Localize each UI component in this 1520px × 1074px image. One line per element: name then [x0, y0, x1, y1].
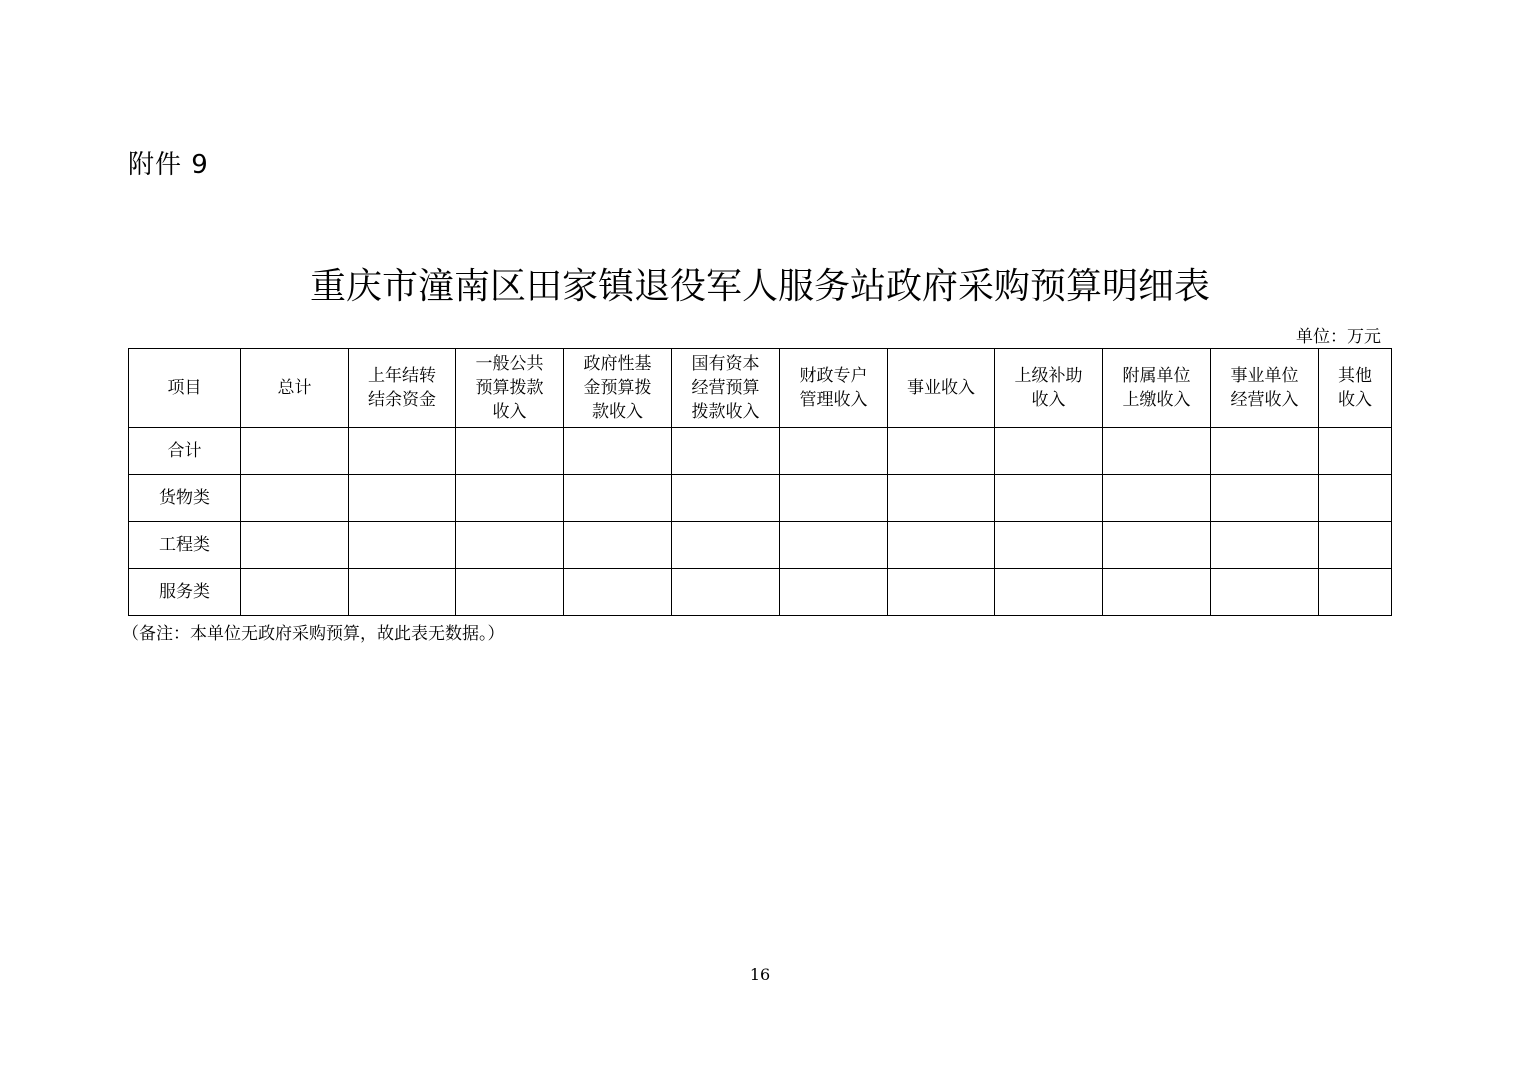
- table-cell: [672, 428, 780, 475]
- column-header: 总计: [241, 349, 349, 428]
- table-cell: [888, 522, 995, 569]
- table-cell: [1319, 569, 1392, 616]
- table-cell: [564, 428, 672, 475]
- table-cell: [1319, 428, 1392, 475]
- column-header: 财政专户管理收入: [780, 349, 888, 428]
- column-header: 一般公共预算拨款收入: [456, 349, 564, 428]
- column-header: 其他收入: [1319, 349, 1392, 428]
- table-cell: [456, 522, 564, 569]
- table-cell: [780, 475, 888, 522]
- table-cell: [349, 522, 456, 569]
- page-number: 16: [749, 965, 771, 984]
- table-cell: [888, 475, 995, 522]
- column-header: 上级补助收入: [995, 349, 1103, 428]
- table-cell: [1211, 569, 1319, 616]
- table-note: （备注：本单位无政府采购预算，故此表无数据。）: [122, 624, 505, 644]
- column-header: 国有资本经营预算拨款收入: [672, 349, 780, 428]
- table-cell: [1103, 522, 1211, 569]
- column-header: 附属单位上缴收入: [1103, 349, 1211, 428]
- table-cell: [672, 475, 780, 522]
- table-row: [129, 569, 1392, 616]
- table-cell: [888, 569, 995, 616]
- column-header: 项目: [129, 349, 241, 428]
- row-label: 工程类: [129, 522, 241, 569]
- table-cell: [995, 428, 1103, 475]
- table-header-row: [129, 349, 1392, 428]
- table-cell: [564, 569, 672, 616]
- table-cell: [564, 522, 672, 569]
- table-cell: [1103, 475, 1211, 522]
- unit-label: 单位：万元: [1296, 327, 1381, 347]
- table-cell: [1319, 522, 1392, 569]
- column-header: 上年结转结余资金: [349, 349, 456, 428]
- table-cell: [780, 428, 888, 475]
- table-cell: [995, 475, 1103, 522]
- table-cell: [1211, 475, 1319, 522]
- table-cell: [1319, 475, 1392, 522]
- table-row: [129, 475, 1392, 522]
- table-cell: [241, 569, 349, 616]
- table-cell: [241, 522, 349, 569]
- row-label: 货物类: [129, 475, 241, 522]
- row-label: 合计: [129, 428, 241, 475]
- table-cell: [1211, 428, 1319, 475]
- column-header: 事业收入: [888, 349, 995, 428]
- column-header: 事业单位经营收入: [1211, 349, 1319, 428]
- table-cell: [241, 475, 349, 522]
- row-label: 服务类: [129, 569, 241, 616]
- table-cell: [1211, 522, 1319, 569]
- table-cell: [456, 475, 564, 522]
- table-cell: [349, 475, 456, 522]
- table-cell: [672, 522, 780, 569]
- table-cell: [995, 522, 1103, 569]
- table-cell: [672, 569, 780, 616]
- attachment-label: 附件 9: [128, 150, 209, 180]
- table-cell: [995, 569, 1103, 616]
- table-cell: [349, 428, 456, 475]
- table-cell: [1103, 569, 1211, 616]
- table-cell: [1103, 428, 1211, 475]
- table-cell: [456, 569, 564, 616]
- procurement-budget-table: [128, 348, 1392, 616]
- table-cell: [241, 428, 349, 475]
- table-cell: [456, 428, 564, 475]
- table-cell: [349, 569, 456, 616]
- table-cell: [780, 569, 888, 616]
- table-cell: [780, 522, 888, 569]
- column-header: 政府性基金预算拨款收入: [564, 349, 672, 428]
- page-title: 重庆市潼南区田家镇退役军人服务站政府采购预算明细表: [309, 266, 1210, 307]
- table-row: [129, 522, 1392, 569]
- table-cell: [564, 475, 672, 522]
- table-cell: [888, 428, 995, 475]
- table-row: [129, 428, 1392, 475]
